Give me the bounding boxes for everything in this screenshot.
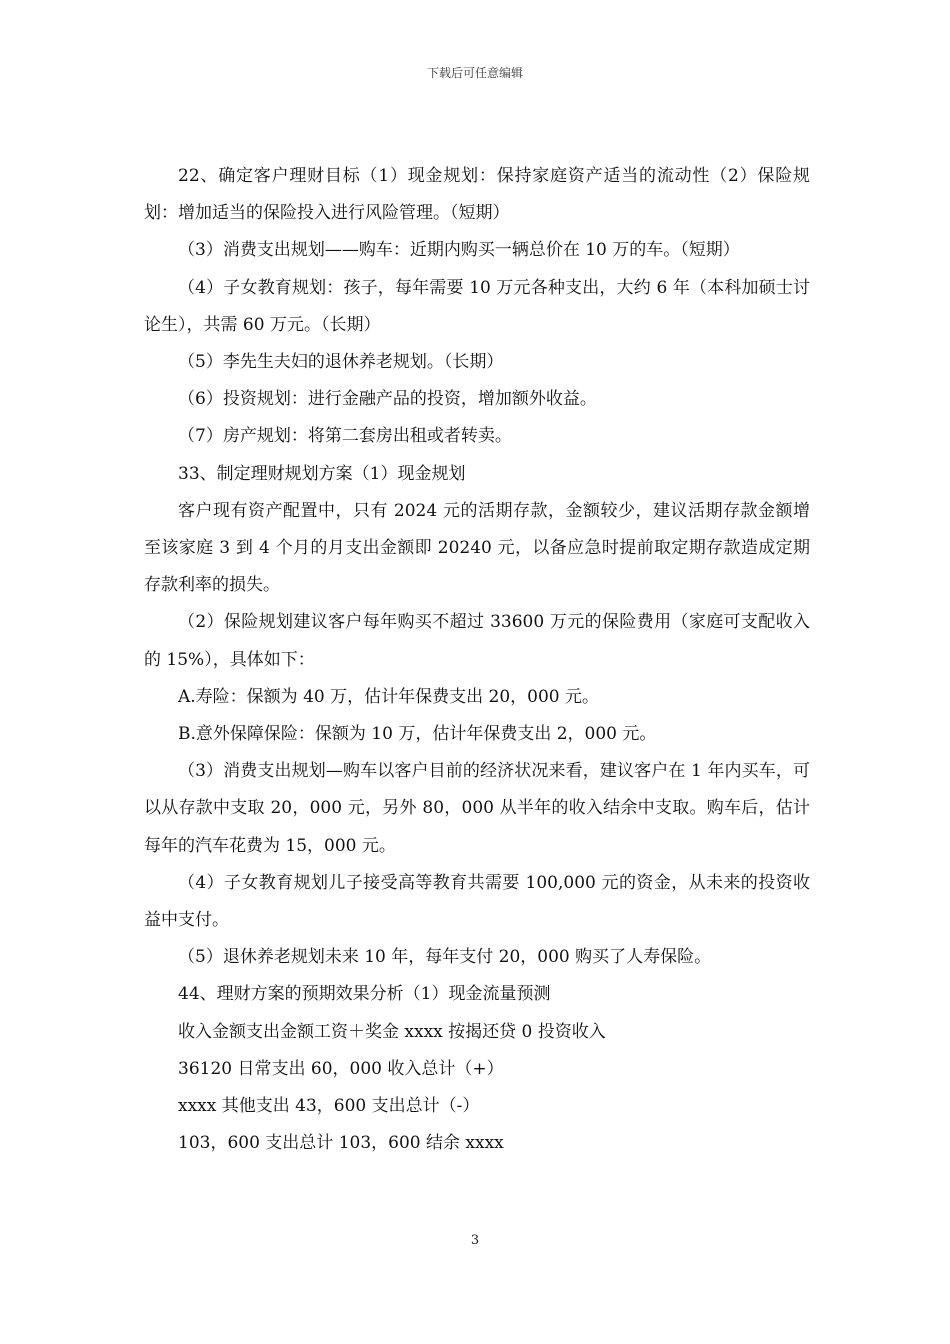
document-body — [144, 158, 810, 1162]
paragraph-education-plan: （4）子女教育规划：孩子，每年需要 10 万元各种支出，大约 6 年（本科加硕士讨论生），共需 60 万元。（长期） — [144, 277, 810, 335]
paragraph-cashflow-line-3: xxxx 其他支出 43，600 支出总计（-） — [178, 1096, 480, 1117]
paragraph-scheme-heading: 33、制定理财规划方案（1）现金规划 — [178, 463, 466, 484]
paragraph-effect-analysis: 44、理财方案的预期效果分析（1）现金流量预测 — [178, 984, 551, 1005]
paragraph-cashflow-line-1: 收入金额支出金额工资＋奖金 xxxx 按揭还贷 0 投资收入 — [178, 1021, 606, 1042]
paragraph-retirement-plan: （5）李先生夫妇的退休养老规划。（长期） — [178, 352, 504, 373]
page-header: 下载后可任意编辑 — [426, 66, 523, 80]
paragraph-life-insurance: A.寿险：保额为 40 万，估计年保费支出 20，000 元。 — [178, 686, 600, 707]
paragraph-accident-insurance: B.意外保障保险：保额为 10 万，估计年保费支出 2，000 元。 — [178, 724, 657, 745]
page-number: 3 — [470, 1233, 480, 1248]
paragraph-cash-plan: 客户现有资产配置中，只有 2024 元的活期存款，金额较少，建议活期存款金额增至该家庭 3 到 4 个月的月支出金额即 20240 元，以备应急时提前取定期存款造成定期存款利率的损失。 — [144, 500, 810, 596]
paragraph-investment-plan: （6）投资规划：进行金融产品的投资，增加额外收益。 — [178, 389, 597, 410]
paragraph-insurance-plan: （2）保险规划建议客户每年购买不超过 33600 万元的保险费用（家庭可支配收入的 15%），具体如下： — [144, 612, 810, 670]
paragraph-cashflow-line-2: 36120 日常支出 60，000 收入总计（+） — [178, 1058, 504, 1079]
paragraph-car-purchase: （3）消费支出规划—购车以客户目前的经济状况来看，建议客户在 1 年内买车，可以从存款中支取 20，000 元，另外 80，000 从半年的收入结余中支取。购车后，估计每年的汽车花费为 15，000 元。 — [144, 761, 810, 856]
paragraph-property-plan: （7）房产规划：将第二套房出租或者转卖。 — [178, 426, 512, 447]
paragraph-goals-intro: 22、确定客户理财目标（1）现金规划：保持家庭资产适当的流动性（2）保险规划：增加适当的保险投入进行风险管理。（短期） — [144, 166, 810, 224]
paragraph-cashflow-line-4: 103，600 支出总计 103，600 结余 xxxx — [178, 1133, 504, 1154]
paragraph-retirement-funding: （5）退休养老规划未来 10 年，每年支付 20，000 购买了人寿保险。 — [178, 947, 712, 968]
paragraph-consumption-plan: （3）消费支出规划——购车：近期内购买一辆总价在 10 万的车。（短期） — [178, 240, 740, 261]
paragraph-education-funding: （4）子女教育规划儿子接受高等教育共需要 100,000 元的资金，从未来的投资收益中支付。 — [144, 872, 810, 931]
